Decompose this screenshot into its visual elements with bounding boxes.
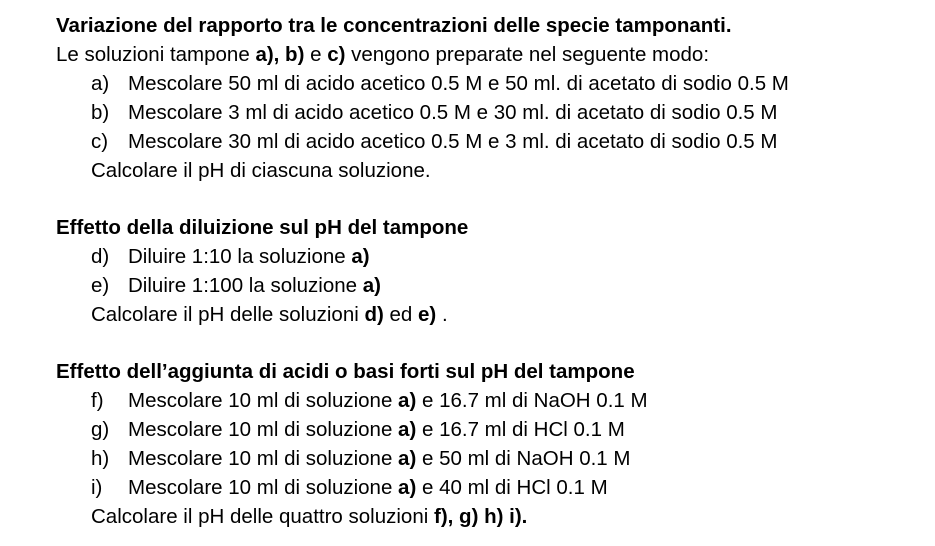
intro-text-3: vengono preparate nel seguente modo: (345, 43, 710, 66)
list-item-i (56, 473, 931, 502)
item-text-end: e 16.7 ml di HCl 0.1 M (416, 418, 625, 441)
list-item-c (56, 127, 931, 156)
item-marker: d) (91, 245, 110, 268)
item-text: Mescolare 30 ml di acido acetico 0.5 M e 3 ml. di acetato di sodio 0.5 M (128, 130, 778, 153)
item-text: Diluire 1:10 la soluzione (128, 245, 352, 268)
conclusion-bold-2: e) (418, 303, 437, 326)
section2-conclusion (56, 300, 931, 329)
section-spacer (56, 329, 931, 357)
item-text: Mescolare 10 ml di soluzione (128, 389, 399, 412)
intro-text-2: e (304, 43, 328, 66)
list-item-b (56, 98, 931, 127)
item-text-end: e 50 ml di NaOH 0.1 M (416, 447, 631, 470)
section1-intro (56, 40, 931, 69)
item-text: Diluire 1:100 la soluzione (128, 274, 363, 297)
section3-heading: Effetto dell’aggiunta di acidi o basi forti sul pH del tampone (56, 360, 635, 383)
list-item-h (56, 444, 931, 473)
item-marker: a) (91, 72, 110, 95)
item-marker: b) (91, 101, 110, 124)
section1-heading: Variazione del rapporto tra le concentrazioni delle specie tamponanti. (56, 14, 732, 37)
intro-bold-2: c) (327, 43, 346, 66)
item-marker: e) (91, 274, 110, 297)
conclusion-bold-1: f), g) h) i). (434, 505, 528, 528)
item-marker: c) (91, 130, 109, 153)
list-item-d (56, 242, 931, 271)
list-item-a (56, 69, 931, 98)
section1-conclusion: Calcolare il pH di ciascuna soluzione. (91, 159, 431, 182)
document-body (56, 11, 931, 531)
conclusion-bold-1: d) (364, 303, 384, 326)
item-text-end: e 16.7 ml di NaOH 0.1 M (416, 389, 648, 412)
section2-heading: Effetto della diluizione sul pH del tampone (56, 216, 469, 239)
list-item-g (56, 415, 931, 444)
item-marker: h) (91, 447, 110, 470)
item-bold: a) (398, 418, 417, 441)
item-text: Mescolare 50 ml di acido acetico 0.5 M e 50 ml. di acetato di sodio 0.5 M (128, 72, 789, 95)
item-text: Mescolare 10 ml di soluzione (128, 447, 399, 470)
conclusion-text-3: . (436, 303, 448, 326)
list-item-e (56, 271, 931, 300)
item-bold: a) (398, 476, 417, 499)
intro-text-1: Le soluzioni tampone (56, 43, 256, 66)
item-text-end: e 40 ml di HCl 0.1 M (416, 476, 608, 499)
item-marker: f) (91, 389, 104, 412)
item-text: Mescolare 10 ml di soluzione (128, 476, 399, 499)
section3-conclusion (56, 502, 931, 531)
item-text: Mescolare 10 ml di soluzione (128, 418, 399, 441)
list-item-f (56, 386, 931, 415)
conclusion-text-1: Calcolare il pH delle soluzioni (91, 303, 365, 326)
item-text: Mescolare 3 ml di acido acetico 0.5 M e 30 ml. di acetato di sodio 0.5 M (128, 101, 778, 124)
section-spacer (56, 185, 931, 213)
item-bold: a) (351, 245, 370, 268)
conclusion-text-2: ed (383, 303, 419, 326)
intro-bold-1: a), b) (255, 43, 305, 66)
conclusion-text-1: Calcolare il pH delle quattro soluzioni (91, 505, 434, 528)
item-bold: a) (398, 447, 417, 470)
item-bold: a) (398, 389, 417, 412)
item-marker: g) (91, 418, 110, 441)
item-bold: a) (362, 274, 381, 297)
item-marker: i) (91, 476, 103, 499)
